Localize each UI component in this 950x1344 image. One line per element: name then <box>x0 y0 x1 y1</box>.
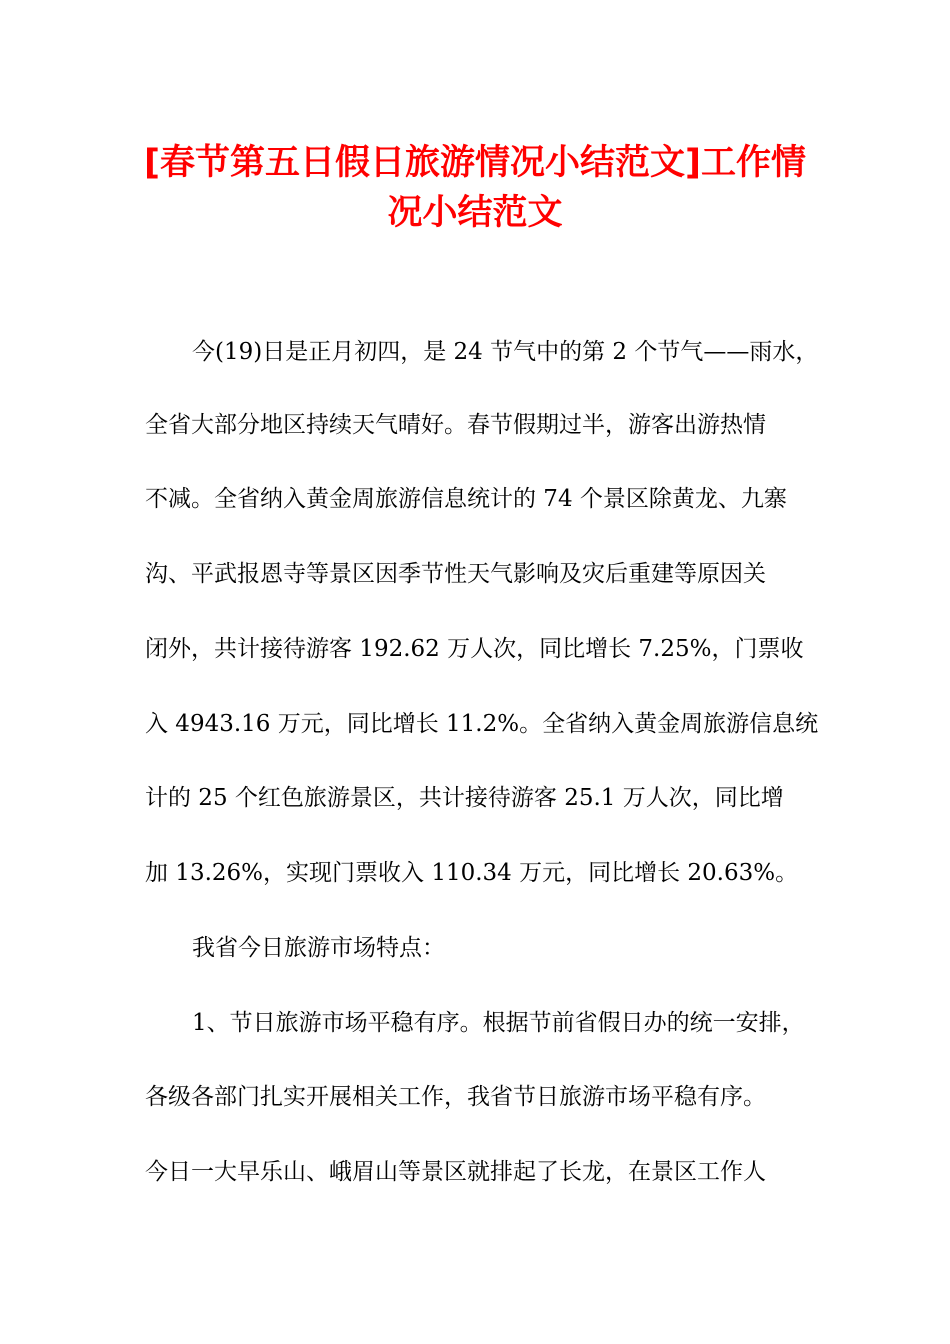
body-line-1: 今(19)日是正月初四，是 24 节气中的第 2 个节气——雨水， <box>192 339 819 365</box>
title-line-1: [春节第五日假日旅游情况小结范文]工作情 <box>144 143 806 183</box>
body-line-7: 计的 25 个红色旅游景区，共计接待游客 25.1 万人次，同比增 <box>145 785 784 811</box>
body-line-4: 沟、平武报恩寺等景区因季节性天气影响及灾后重建等原因关 <box>145 561 766 587</box>
body-line-5: 闭外，共计接待游客 192.62 万人次，同比增长 7.25%，门票收 <box>145 636 804 662</box>
body-line-2: 全省大部分地区持续天气晴好。春节假期过半，游客出游热情 <box>145 412 766 438</box>
body-line-9: 我省今日旅游市场特点： <box>192 935 445 961</box>
body-line-8: 加 13.26%，实现门票收入 110.34 万元，同比增长 20.63%。 <box>145 860 799 886</box>
body-line-3: 不减。全省纳入黄金周旅游信息统计的 74 个景区除黄龙、九寨 <box>145 486 787 512</box>
title-line-2: 况小结范文 <box>387 193 563 233</box>
body-line-12: 今日一大早乐山、峨眉山等景区就排起了长龙，在景区工作人 <box>145 1159 766 1185</box>
body-line-11: 各级各部门扎实开展相关工作，我省节日旅游市场平稳有序。 <box>145 1084 766 1110</box>
body-line-10: 1、节日旅游市场平稳有序。根据节前省假日办的统一安排， <box>192 1010 805 1036</box>
body-line-6: 入 4943.16 万元，同比增长 11.2%。全省纳入黄金周旅游信息统 <box>145 711 819 737</box>
document-title <box>140 138 810 238</box>
